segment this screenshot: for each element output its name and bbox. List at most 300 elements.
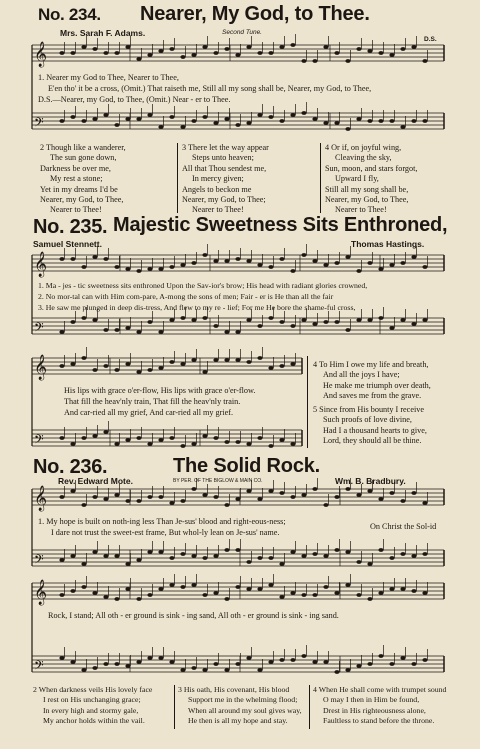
notehead <box>257 497 262 501</box>
notehead <box>312 593 317 597</box>
notehead <box>356 117 361 121</box>
notehead <box>180 263 185 267</box>
notehead <box>147 550 152 554</box>
notehead <box>422 318 427 322</box>
notehead <box>158 495 163 499</box>
notehead <box>246 489 251 493</box>
svg-text:𝄢: 𝄢 <box>34 320 44 338</box>
notehead <box>180 499 185 503</box>
notehead <box>268 115 273 119</box>
notehead <box>158 330 163 334</box>
divider <box>177 143 178 213</box>
notehead <box>268 51 273 55</box>
notehead <box>246 656 251 660</box>
notehead <box>345 487 350 491</box>
notehead <box>257 556 262 560</box>
notehead <box>70 362 75 366</box>
notehead <box>136 660 141 664</box>
notehead <box>411 45 416 49</box>
notehead <box>367 49 372 53</box>
refrain-line: Rock, I stand; All oth - er ground is sink - ing sand, All oth - er ground is sink - ing sand. <box>48 611 339 620</box>
hymn-title: Majestic Sweetness Sits Enthroned, <box>113 214 448 236</box>
notehead <box>136 597 141 601</box>
permission-note: BY PER. OF THE BIGLOW & MAIN CO. <box>173 478 263 484</box>
divider <box>309 685 310 729</box>
notehead <box>301 593 306 597</box>
notehead <box>191 358 196 362</box>
notehead <box>125 326 130 330</box>
lyric-line: 1. My hope is built on noth-ing less Than Je-sus' blood and right-eous-ness; <box>38 517 286 526</box>
notehead <box>367 261 372 265</box>
notehead <box>114 662 119 666</box>
notehead <box>422 59 427 63</box>
svg-text:𝄢: 𝄢 <box>34 432 44 450</box>
notehead <box>224 358 229 362</box>
notehead <box>92 550 97 554</box>
notehead <box>114 51 119 55</box>
notehead <box>279 438 284 442</box>
verse-block: 4 Or if, on joyful wing, Cleaving the sky, Sun, moon, and stars forgot, Upward I fly, Still all my song shall be, Nearer, my God, to Thee, Nearer to Thee! <box>325 143 418 215</box>
notehead <box>323 121 328 125</box>
notehead <box>312 487 317 491</box>
notehead <box>81 436 86 440</box>
notehead <box>422 265 427 269</box>
hymn-author: Samuel Stennett. <box>33 239 102 249</box>
notehead <box>334 548 339 552</box>
notehead <box>70 660 75 664</box>
notehead <box>70 489 75 493</box>
notehead <box>323 45 328 49</box>
notehead <box>400 261 405 265</box>
notehead <box>103 595 108 599</box>
notehead <box>345 550 350 554</box>
refrain-intro: On Christ the Sol-id <box>370 522 437 531</box>
notehead <box>422 658 427 662</box>
notehead <box>59 593 64 597</box>
svg-text:𝄞: 𝄞 <box>34 580 48 605</box>
notehead <box>125 267 130 271</box>
notehead <box>268 316 273 320</box>
notehead <box>235 330 240 334</box>
notehead <box>114 554 119 558</box>
notehead <box>103 328 108 332</box>
notehead <box>378 316 383 320</box>
notehead <box>279 364 284 368</box>
notehead <box>235 440 240 444</box>
notehead <box>191 554 196 558</box>
notehead <box>202 593 207 597</box>
notehead <box>70 554 75 558</box>
notehead <box>367 597 372 601</box>
notehead <box>400 47 405 51</box>
svg-text:𝄞: 𝄞 <box>34 355 48 380</box>
hymn-title: The Solid Rock. <box>173 455 321 477</box>
notehead <box>389 53 394 57</box>
svg-text:𝄞: 𝄞 <box>34 252 48 277</box>
notehead <box>92 117 97 121</box>
lyric-line: D.S.—Nearer, my God, to Thee, (Omit.) Near - er to Thee. <box>38 95 231 104</box>
notehead <box>59 495 64 499</box>
notehead <box>81 265 86 269</box>
notehead <box>81 316 86 320</box>
notehead <box>59 364 64 368</box>
notehead <box>81 585 86 589</box>
notehead <box>411 322 416 326</box>
notehead <box>92 47 97 51</box>
notehead <box>92 495 97 499</box>
notehead <box>158 267 163 271</box>
notehead <box>301 111 306 115</box>
notehead <box>125 587 130 591</box>
notehead <box>389 662 394 666</box>
notehead <box>411 662 416 666</box>
notehead <box>367 489 372 493</box>
notehead <box>279 320 284 324</box>
notehead <box>147 267 152 271</box>
notehead <box>400 587 405 591</box>
notehead <box>191 666 196 670</box>
hymn-number: No. 235. <box>33 216 108 238</box>
svg-text:𝄢: 𝄢 <box>34 658 44 676</box>
notehead <box>224 259 229 263</box>
notehead <box>158 550 163 554</box>
notehead <box>246 121 251 125</box>
notehead <box>59 558 64 562</box>
verse-block: 5 Since from His bounty I receive Such proofs of love divine, Had I a thousand hearts to give, Lord, they should all be thine. <box>313 405 427 446</box>
notehead <box>312 259 317 263</box>
notehead <box>103 554 108 558</box>
notehead <box>191 583 196 587</box>
notehead <box>246 259 251 263</box>
notehead <box>169 115 174 119</box>
notehead <box>279 45 284 49</box>
notehead <box>70 442 75 446</box>
notehead <box>312 660 317 664</box>
notehead <box>257 356 262 360</box>
notehead <box>334 670 339 674</box>
hymn-author: Mrs. Sarah F. Adams. <box>60 28 146 38</box>
notehead <box>180 585 185 589</box>
divider <box>307 356 308 448</box>
notehead <box>103 497 108 501</box>
notehead <box>301 554 306 558</box>
notehead <box>422 591 427 595</box>
notehead <box>136 57 141 61</box>
notehead <box>114 442 119 446</box>
notehead <box>169 436 174 440</box>
notehead <box>180 362 185 366</box>
notehead <box>114 493 119 497</box>
notehead <box>290 495 295 499</box>
notehead <box>158 438 163 442</box>
notehead <box>279 595 284 599</box>
notehead <box>147 495 152 499</box>
notehead <box>235 257 240 261</box>
notehead <box>103 662 108 666</box>
notehead <box>81 119 86 123</box>
notehead <box>235 358 240 362</box>
lyric-line: E'en tho' it be a cross, (Omit.) That raiseth me, Still all my song shall be, Nearer, my God, to Thee, <box>48 84 372 93</box>
notehead <box>59 656 64 660</box>
notehead <box>136 499 141 503</box>
svg-text:𝄢: 𝄢 <box>34 115 44 133</box>
notehead <box>367 318 372 322</box>
notehead <box>169 501 174 505</box>
notehead <box>345 583 350 587</box>
notehead <box>290 43 295 47</box>
notehead <box>268 265 273 269</box>
notehead <box>378 51 383 55</box>
notehead <box>180 125 185 129</box>
notehead <box>323 554 328 558</box>
notehead <box>378 497 383 501</box>
lyric-line: 2. No mor-tal can with Him com-pare, A-mong the sons of men; Fair - er is He than all the fair <box>38 292 334 301</box>
notehead <box>301 654 306 658</box>
verse-block: 4 To Him I owe my life and breath, And all the joys I have; He make me triumph over death, And saves me from the grave. <box>313 360 431 401</box>
notehead <box>191 53 196 57</box>
notehead <box>323 320 328 324</box>
notehead <box>389 491 394 495</box>
notehead <box>92 591 97 595</box>
verse-block: 3 His oath, His covenant, His blood Support me in the whelming flood; When all around my soul gives way, He then is all my hope and stay. <box>178 685 302 726</box>
notehead <box>114 328 119 332</box>
notehead <box>202 115 207 119</box>
notehead <box>213 121 218 125</box>
notehead <box>125 362 130 366</box>
notehead <box>147 593 152 597</box>
notehead <box>169 556 174 560</box>
notehead <box>411 119 416 123</box>
notehead <box>114 265 119 269</box>
notehead <box>279 119 284 123</box>
hymn-number: No. 236. <box>33 456 108 478</box>
notehead <box>356 493 361 497</box>
notehead <box>125 438 130 442</box>
notehead <box>301 59 306 63</box>
notehead <box>213 662 218 666</box>
notehead <box>147 442 152 446</box>
notehead <box>356 664 361 668</box>
notehead <box>422 501 427 505</box>
notehead <box>213 51 218 55</box>
svg-text:𝄞: 𝄞 <box>34 486 48 511</box>
notehead <box>169 265 174 269</box>
notehead <box>257 113 262 117</box>
notehead <box>59 436 64 440</box>
hymn-composer: Thomas Hastings. <box>351 239 425 249</box>
notehead <box>125 117 130 121</box>
notehead <box>169 660 174 664</box>
notehead <box>323 585 328 589</box>
notehead <box>279 257 284 261</box>
notehead <box>411 491 416 495</box>
notehead <box>257 436 262 440</box>
notehead <box>213 554 218 558</box>
notehead <box>147 656 152 660</box>
notehead <box>389 119 394 123</box>
notehead <box>103 51 108 55</box>
notehead <box>224 47 229 51</box>
notehead <box>180 316 185 320</box>
notehead <box>334 261 339 265</box>
notehead <box>70 320 75 324</box>
notehead <box>224 117 229 121</box>
divider <box>174 685 175 729</box>
notehead <box>235 548 240 552</box>
notehead <box>169 583 174 587</box>
notehead <box>81 45 86 49</box>
notehead <box>202 316 207 320</box>
ds-mark: D.S. <box>424 36 437 43</box>
lyric-line: I dare not trust the sweet-est frame, But whol-ly lean on Je-sus' name. <box>51 528 280 537</box>
notehead <box>378 591 383 595</box>
notehead <box>59 330 64 334</box>
notehead <box>257 668 262 672</box>
notehead <box>411 589 416 593</box>
notehead <box>422 119 427 123</box>
notehead <box>290 269 295 273</box>
notehead <box>213 358 218 362</box>
notehead <box>125 562 130 566</box>
notehead <box>70 51 75 55</box>
notehead <box>169 47 174 51</box>
notehead <box>213 324 218 328</box>
notehead <box>158 587 163 591</box>
notehead <box>345 668 350 672</box>
notehead <box>367 662 372 666</box>
notehead <box>158 49 163 53</box>
notehead <box>312 59 317 63</box>
notehead <box>345 59 350 63</box>
hymn-composer: Wm. B. Bradbury. <box>335 476 406 486</box>
notehead <box>202 253 207 257</box>
notehead <box>257 51 262 55</box>
notehead <box>389 556 394 560</box>
notehead <box>213 436 218 440</box>
notehead <box>323 503 328 507</box>
hymn-author: Rev. Edward Mote. <box>58 476 133 486</box>
notehead <box>389 263 394 267</box>
notehead <box>246 442 251 446</box>
notehead <box>202 493 207 497</box>
notehead <box>158 125 163 129</box>
notehead <box>301 253 306 257</box>
notehead <box>59 119 64 123</box>
notehead <box>356 47 361 51</box>
notehead <box>356 269 361 273</box>
notehead <box>334 121 339 125</box>
notehead <box>147 320 152 324</box>
notehead <box>213 591 218 595</box>
notehead <box>235 497 240 501</box>
notehead <box>356 560 361 564</box>
notehead <box>334 51 339 55</box>
notehead <box>367 119 372 123</box>
notehead <box>400 656 405 660</box>
hymn-number: No. 234. <box>38 5 101 24</box>
notehead <box>334 320 339 324</box>
notehead <box>345 328 350 332</box>
notehead <box>268 489 273 493</box>
notehead <box>70 589 75 593</box>
notehead <box>400 125 405 129</box>
notehead <box>246 45 251 49</box>
notehead <box>92 255 97 259</box>
notehead <box>257 587 262 591</box>
notehead <box>213 495 218 499</box>
notehead <box>268 556 273 560</box>
notehead <box>191 119 196 123</box>
notehead <box>136 370 141 374</box>
notehead <box>202 370 207 374</box>
notehead <box>323 263 328 267</box>
notehead <box>301 493 306 497</box>
verse-block: 2 Though like a wanderer, The sun gone down, Darkness be over me, My rest a stone; Yet in my dreams I'd be Nearer, my God, to Thee, Nearer to Thee! <box>40 143 126 215</box>
notehead <box>334 591 339 595</box>
notehead <box>334 495 339 499</box>
notehead <box>290 442 295 446</box>
notehead <box>81 356 86 360</box>
notehead <box>224 597 229 601</box>
notehead <box>389 587 394 591</box>
notehead <box>345 255 350 259</box>
notehead <box>169 360 174 364</box>
notehead <box>213 259 218 263</box>
notehead <box>125 664 130 668</box>
notehead <box>257 263 262 267</box>
notehead <box>103 364 108 368</box>
notehead <box>191 318 196 322</box>
notehead <box>114 368 119 372</box>
notehead <box>378 267 383 271</box>
notehead <box>180 668 185 672</box>
lyric-line: 1. Ma - jes - tic sweetness sits enthroned Upon the Sav-ior's brow; His head with radiant glories crowned, <box>38 281 368 290</box>
notehead <box>356 593 361 597</box>
notehead <box>290 362 295 366</box>
notehead <box>400 499 405 503</box>
notehead <box>158 656 163 660</box>
notehead <box>202 45 207 49</box>
notehead <box>323 660 328 664</box>
notehead <box>268 366 273 370</box>
notehead <box>70 115 75 119</box>
notehead <box>224 668 229 672</box>
notehead <box>235 53 240 57</box>
notehead <box>312 322 317 326</box>
notehead <box>147 113 152 117</box>
notehead <box>202 434 207 438</box>
svg-text:𝄢: 𝄢 <box>34 552 44 570</box>
notehead <box>92 318 97 322</box>
notehead <box>191 442 196 446</box>
notehead <box>312 552 317 556</box>
notehead <box>235 662 240 666</box>
notehead <box>125 499 130 503</box>
notehead <box>290 591 295 595</box>
notehead <box>136 330 141 334</box>
notehead <box>180 552 185 556</box>
notehead <box>378 119 383 123</box>
notehead <box>81 503 86 507</box>
notehead <box>103 257 108 261</box>
verse-block: 2 When darkness veils His lovely face I rest on His unchanging grace; In every high and stormy gale, My anchor holds within the vail. <box>33 685 153 726</box>
notehead <box>301 318 306 322</box>
notehead <box>268 660 273 664</box>
notehead <box>257 324 262 328</box>
notehead <box>114 597 119 601</box>
notehead <box>180 444 185 448</box>
notehead <box>125 45 130 49</box>
